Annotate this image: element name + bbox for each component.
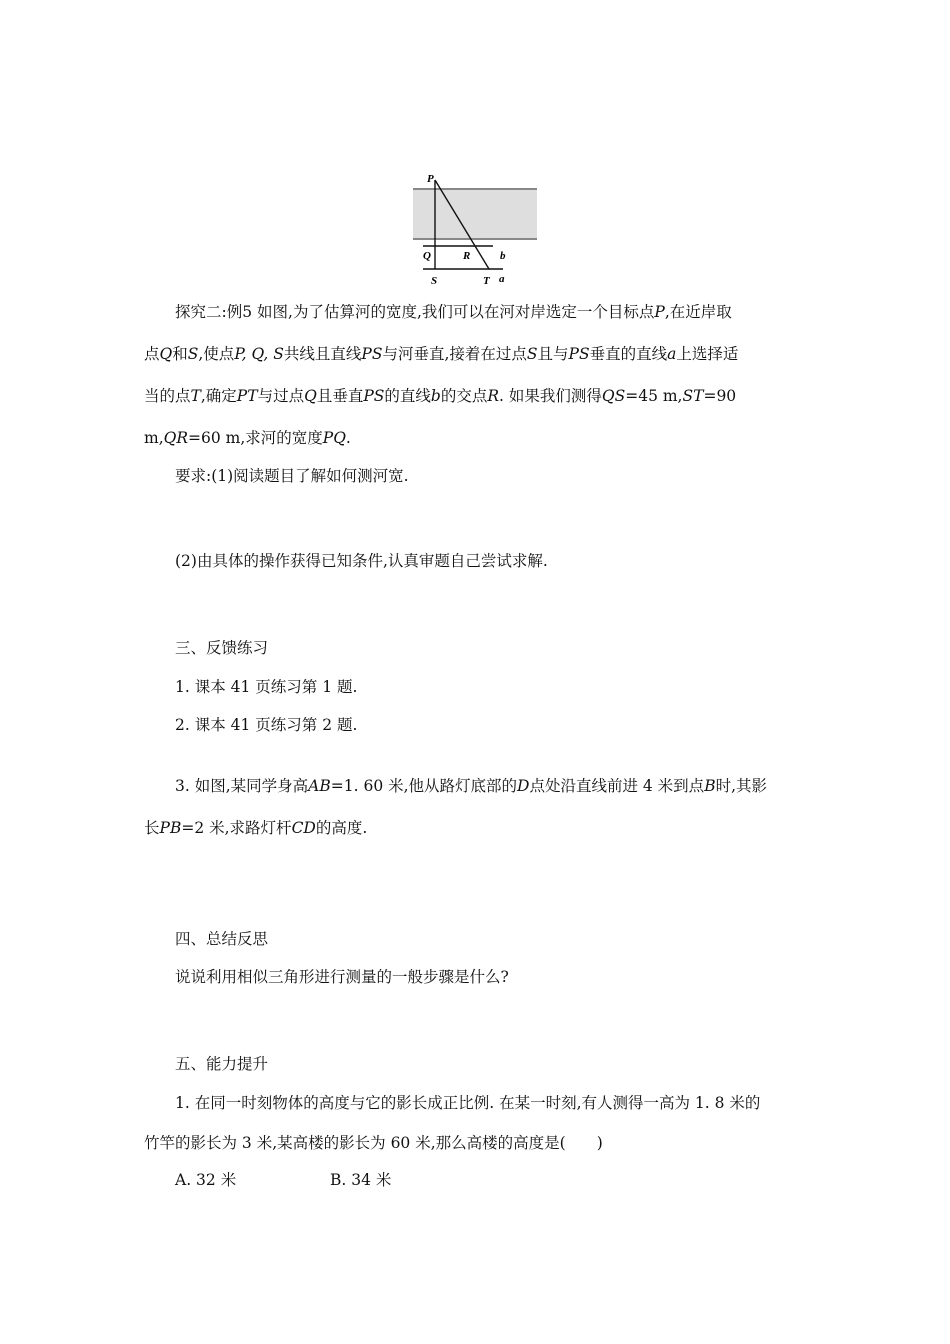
requirement-1: 要求:(1)阅读题目了解如何测河宽.: [175, 467, 409, 485]
section3-item3-line1: 3. 如图,某同学身高AB=1. 60 米,他从路灯底部的D点处沿直线前进 4 米到点B时,其影: [175, 777, 768, 795]
section3-title: 三、反馈练习: [175, 639, 269, 657]
section4-question: 说说利用相似三角形进行测量的一般步骤是什么?: [175, 968, 509, 986]
section4-title: 四、总结反思: [175, 930, 269, 948]
label-p: P: [427, 173, 434, 185]
river-band: [413, 189, 537, 239]
option-b: B. 34 米: [330, 1171, 392, 1189]
river-width-figure: [405, 168, 545, 290]
section5-q1-line1: 1. 在同一时刻物体的高度与它的影长成正比例. 在某一时刻,有人测得一高为 1. 8 米的: [175, 1094, 761, 1112]
label-s: S: [431, 275, 438, 287]
section3-item1: 1. 课本 41 页练习第 1 题.: [175, 678, 358, 696]
label-a: a: [499, 273, 505, 285]
example5-line1: 探究二:例5 如图,为了估算河的宽度,我们可以在河对岸选定一个目标点P,在近岸取: [175, 303, 732, 321]
section5-title: 五、能力提升: [175, 1055, 269, 1073]
section3-item3-line2: 长PB=2 米,求路灯杆CD的高度.: [144, 819, 368, 837]
requirement-2: (2)由具体的操作获得已知条件,认真审题自己尝试求解.: [175, 552, 548, 570]
label-q: Q: [423, 250, 431, 262]
option-a: A. 32 米: [175, 1171, 237, 1189]
example5-line4: m,QR=60 m,求河的宽度PQ.: [144, 429, 351, 447]
section5-q1-line2: 竹竿的影长为 3 米,某高楼的影长为 60 米,那么高楼的高度是( ): [144, 1134, 603, 1152]
example5-line3: 当的点T,确定PT与过点Q且垂直PS的直线b的交点R. 如果我们测得QS=45 m,ST=90: [144, 387, 737, 405]
label-t: T: [483, 275, 490, 287]
label-r: R: [463, 250, 471, 262]
section3-item2: 2. 课本 41 页练习第 2 题.: [175, 716, 358, 734]
label-b: b: [500, 250, 506, 262]
example5-line2: 点Q和S,使点P, Q, S共线且直线PS与河垂直,接着在过点S且与PS垂直的直线a上选择适: [144, 345, 739, 363]
